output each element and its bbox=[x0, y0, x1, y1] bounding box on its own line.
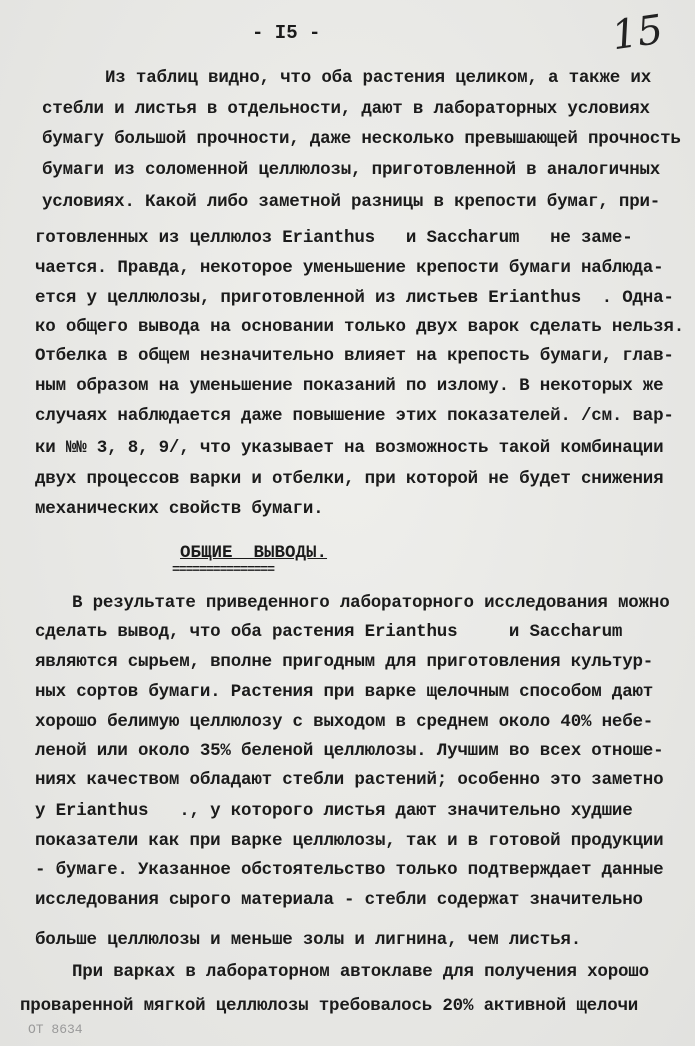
text-line: показатели как при варке целлюлозы, так и в готовой продукции bbox=[35, 831, 664, 851]
text-line: чается. Правда, некоторое уменьшение крепости бумаги наблюда- bbox=[35, 258, 664, 278]
text-line: В результате приведенного лабораторного исследования можно bbox=[72, 593, 670, 613]
handwritten-page-number: 15 bbox=[609, 6, 666, 60]
text-line: леной или около 35% беленой целлюлозы. Лучшим во всех отноше- bbox=[35, 741, 664, 761]
text-line: - бумаге. Указанное обстоятельство только подтверждает данные bbox=[35, 860, 664, 880]
text-line: стебли и листья в отдельности, дают в лабораторных условиях bbox=[42, 99, 650, 119]
text-line: исследования сырого материала - стебли содержат значительно bbox=[35, 890, 643, 910]
text-line: механических свойств бумаги. bbox=[35, 499, 324, 519]
page-number: - I5 - bbox=[252, 22, 321, 44]
text-line: готовленных из целлюлоз Erianthus и Saccharum не заме- bbox=[35, 228, 633, 248]
text-line: хорошо белимую целлюлозу с выходом в среднем около 40% небе- bbox=[35, 712, 654, 732]
text-line: ко общего вывода на основании только двух варок сделать нельзя. bbox=[35, 317, 685, 337]
text-line: двух процессов варки и отбелки, при которой не будет снижения bbox=[35, 469, 664, 489]
text-line: являются сырьем, вполне пригодным для приготовления культур- bbox=[35, 652, 654, 672]
text-line: Из таблиц видно, что оба растения целиком, а также их bbox=[105, 68, 651, 88]
text-line: ки №№ 3, 8, 9/, что указывает на возможность такой комбинации bbox=[35, 438, 664, 458]
section-heading: ОБЩИЕ ВЫВОДЫ. bbox=[180, 543, 328, 563]
text-line: ется у целлюлозы, приготовленной из листьев Erianthus . Одна- bbox=[35, 288, 674, 308]
text-line: условиях. Какой либо заметной разницы в крепости бумаг, при- bbox=[42, 192, 661, 212]
text-line: проваренной мягкой целлюлозы требовалось 20% активной щелочи bbox=[20, 996, 639, 1016]
text-line: сделать вывод, что оба растения Erianthus и Saccharum bbox=[35, 622, 623, 642]
text-line: Отбелка в общем незначительно влияет на крепость бумаги, глав- bbox=[35, 346, 674, 366]
heading-underline: =============== bbox=[172, 562, 275, 577]
text-line: бумагу большой прочности, даже несколько превышающей прочность bbox=[42, 129, 681, 149]
text-line: При варках в лабораторном автоклаве для получения хорошо bbox=[72, 962, 649, 982]
text-line: больше целлюлозы и меньше золы и лигнина, чем листья. bbox=[35, 930, 581, 950]
text-line: у Erianthus ., у которого листья дают значительно худшие bbox=[35, 801, 633, 821]
text-line: ниях качеством обладают стебли растений; особенно это заметно bbox=[35, 770, 664, 790]
text-line: ным образом на уменьшение показаний по излому. В некоторых же bbox=[35, 376, 664, 396]
text-line: бумаги из соломенной целлюлозы, приготовленной в аналогичных bbox=[42, 160, 661, 180]
text-line: ных сортов бумаги. Растения при варке щелочным способом дают bbox=[35, 682, 654, 702]
archive-stamp: ОТ 8634 bbox=[28, 1022, 83, 1037]
text-line: случаях наблюдается даже повышение этих показателей. /см. вар- bbox=[35, 406, 674, 426]
